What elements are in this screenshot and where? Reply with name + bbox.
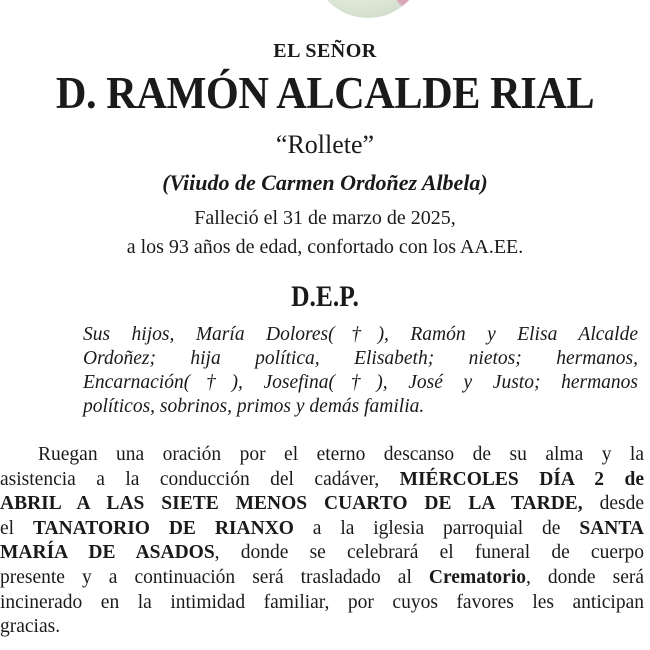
nickname: “Rollete”: [275, 130, 375, 159]
crematorium-highlight: Crematorio: [428, 566, 527, 588]
ceremony-line: [0, 468, 644, 493]
family-line: Ordoñez; hija política, Elisabeth; nietos; hermanos,: [83, 348, 638, 369]
dep-heading: D.E.P.: [291, 280, 359, 313]
portrait-photo: [312, 0, 424, 18]
death-date-line: Falleció el 31 de marzo de 2025,: [194, 207, 456, 229]
ceremony-line: [0, 615, 644, 640]
time-highlight: ABRIL A LAS SIETE MENOS CUARTO DE LA TARDE,: [0, 493, 583, 515]
church-highlight: MARÍA DE ASADOS: [0, 542, 215, 564]
death-age-line: a los 93 años de edad, confortado con los AA.EE.: [126, 236, 524, 258]
deceased-name: D. RAMÓN ALCALDE RIAL: [55, 67, 595, 118]
text-run: el: [0, 517, 33, 539]
date-highlight: MIÉRCOLES DÍA 2 de: [399, 468, 644, 490]
widower-note: (Viiudo de Carmen Ordoñez Albela): [162, 170, 488, 195]
text-run: incinerado en la intimidad familiar, por cuyos favores les anticipan: [0, 591, 644, 613]
death-notice: [0, 204, 650, 262]
ceremony-paragraph: [0, 443, 644, 640]
text-run: presente y a continuación será trasladado al: [0, 566, 429, 588]
text-run: desde: [582, 493, 644, 515]
text-run: Ruegan una oración por el eterno descanso de su alma y la: [38, 444, 644, 465]
family-line: Encarnación(†), Josefina(†), José y Justo; hermanos: [83, 372, 638, 393]
ceremony-line: [0, 591, 644, 616]
ceremony-line: [0, 517, 644, 542]
family-line: políticos, sobrinos, primos y demás familia.: [83, 396, 425, 417]
ceremony-line: [0, 443, 644, 468]
text-run: , donde se celebrará el funeral de cuerpo: [214, 542, 644, 564]
pre-title: EL SEÑOR: [273, 40, 377, 62]
ceremony-line: [0, 541, 644, 566]
ceremony-line: [0, 492, 644, 517]
ceremony-line: [0, 566, 644, 591]
text-run: , donde será: [526, 566, 644, 588]
funeral-home-highlight: TANATORIO DE RIANXO: [32, 517, 294, 539]
church-highlight: SANTA: [579, 517, 644, 539]
text-run: gracias.: [0, 616, 61, 638]
family-line: Sus hijos, María Dolores(†), Ramón y Elisa Alcalde: [83, 324, 638, 345]
family-paragraph: [83, 323, 638, 419]
text-run: asistencia a la conducción del cadáver,: [0, 468, 400, 490]
text-run: a la iglesia parroquial de: [293, 517, 580, 539]
